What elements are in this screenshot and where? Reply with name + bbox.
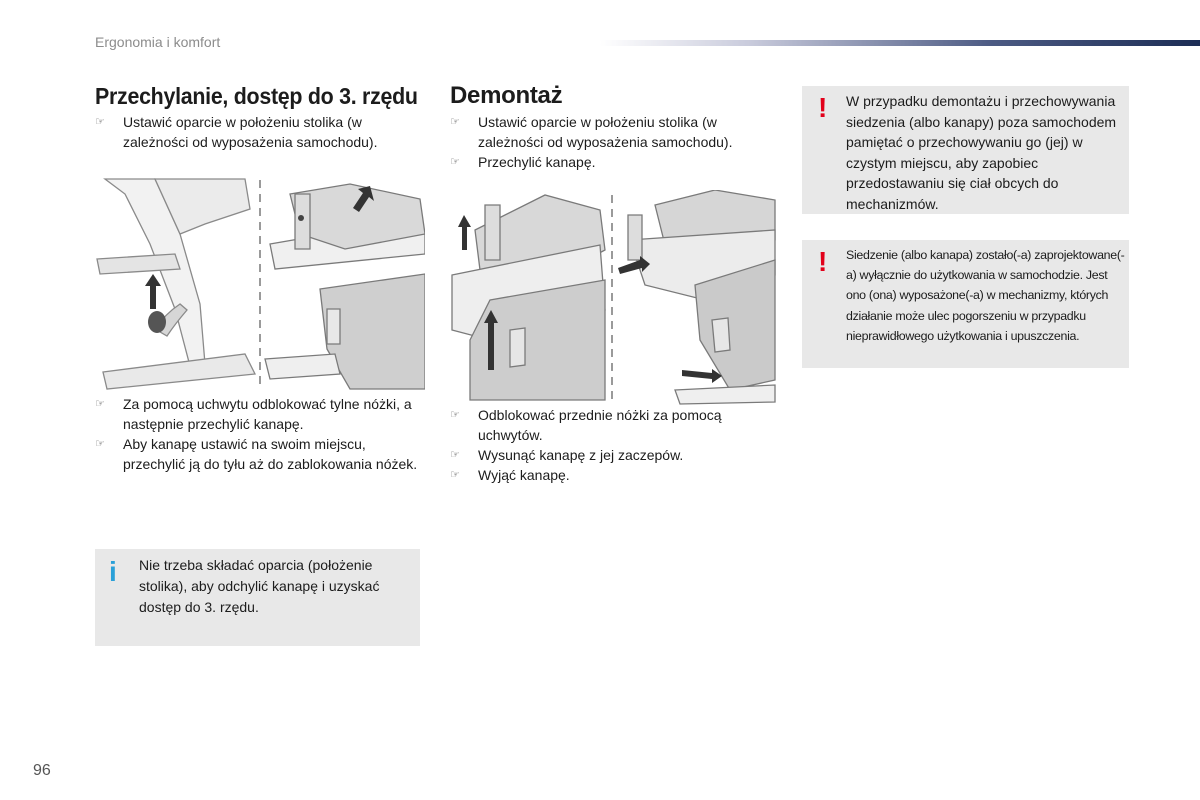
warning-note-usage	[802, 240, 1129, 368]
warning-note-storage	[802, 86, 1129, 214]
pointing-hand-icon: ☞	[450, 156, 460, 168]
steps-list	[95, 112, 425, 152]
info-text: Nie trzeba składać oparcia (położenie stolika), aby odchylić kanapę i uzyskać dostęp do 3. rzędu.	[139, 557, 380, 615]
list-item	[450, 405, 780, 445]
info-icon: i	[109, 556, 117, 587]
section-tilting	[95, 80, 425, 474]
warning-text: W przypadku demontażu i przechowywania siedzenia (albo kanapy) poza samochodem pamiętać o przechowywaniu go (jej) w czystym miejscu, aby zapobiec przedostawaniu się ciał obcych do mechanizmów.	[846, 93, 1117, 212]
step-text: Wyjąć kanapę.	[478, 467, 570, 483]
step-text: Ustawić oparcie w położeniu stolika (w zależności od wyposażenia samochodu).	[478, 114, 733, 150]
tilting-illustration-drawing	[95, 174, 425, 394]
pointing-hand-icon: ☞	[95, 438, 105, 450]
step-text: Wysunąć kanapę z jej zaczepów.	[478, 447, 684, 463]
warning-text: Siedzenie (albo kanapa) zostało(-a) zaprojektowane(-a) wyłącznie do użytkowania w samochodzie. Jest ono (ona) wyposażone(-a) w mechanizmy, których działanie może ulec pogorszeniu w przypadku nieprawidłowego użytkowania i upuszczenia.	[846, 248, 1125, 343]
removal-illustration-drawing	[450, 190, 780, 405]
tilting-illustration	[95, 174, 425, 394]
page-number: 96	[33, 762, 51, 779]
list-item	[450, 152, 780, 172]
info-note	[95, 549, 420, 646]
list-item	[95, 112, 425, 152]
list-item	[450, 112, 780, 152]
step-text: Odblokować przednie nóżki za pomocą uchwytów.	[478, 407, 722, 443]
pointing-hand-icon: ☞	[450, 116, 460, 128]
pointing-hand-icon: ☞	[95, 398, 105, 410]
steps-list	[95, 394, 425, 474]
steps-list	[450, 112, 780, 172]
header-gradient-bar	[600, 40, 1200, 46]
step-text: Za pomocą uchwytu odblokować tylne nóżki, a następnie przechylić kanapę.	[123, 396, 412, 432]
pointing-hand-icon: ☞	[450, 409, 460, 421]
removal-illustration	[450, 190, 780, 405]
section-title-removal: Demontaż	[450, 82, 563, 109]
section-title-tilting: Przechylanie, dostęp do 3. rzędu	[95, 83, 418, 109]
step-text: Ustawić oparcie w położeniu stolika (w zależności od wyposażenia samochodu).	[123, 114, 378, 150]
list-item	[95, 394, 425, 434]
chapter-title: Ergonomia i komfort	[95, 34, 221, 50]
list-item	[450, 445, 780, 465]
pointing-hand-icon: ☞	[450, 469, 460, 481]
pointing-hand-icon: ☞	[450, 449, 460, 461]
steps-list	[450, 405, 780, 485]
warning-icon: !	[818, 246, 828, 277]
step-text: Przechylić kanapę.	[478, 154, 596, 170]
step-text: Aby kanapę ustawić na swoim miejscu, przechylić ją do tyłu aż do zablokowania nóżek.	[123, 436, 418, 472]
section-removal	[450, 80, 780, 485]
list-item	[95, 434, 425, 474]
pointing-hand-icon: ☞	[95, 116, 105, 128]
warning-icon: !	[818, 92, 828, 123]
list-item	[450, 465, 780, 485]
